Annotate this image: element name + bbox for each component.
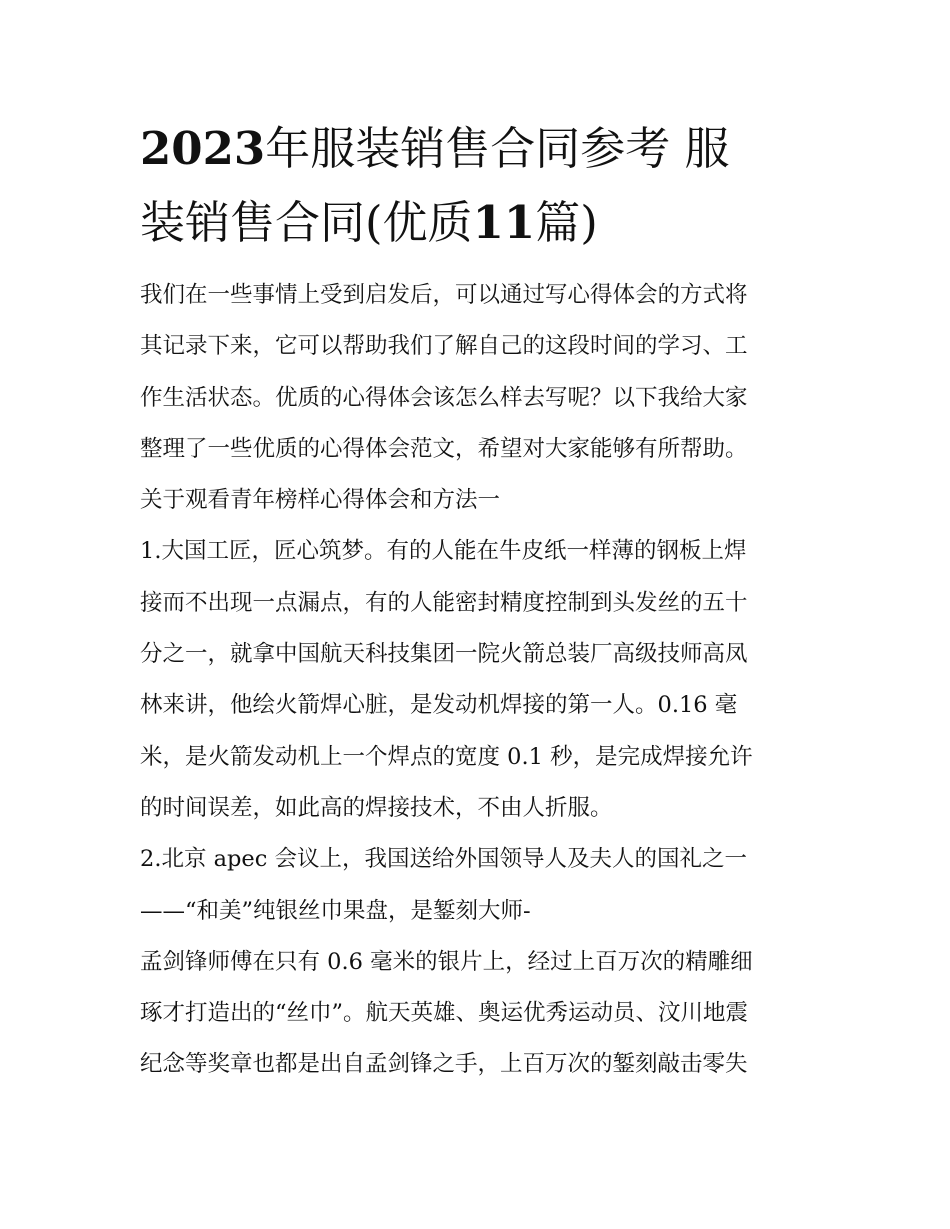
body-line: 1.大国工匠，匠心筑梦。有的人能在牛皮纸一样薄的钢板上焊 <box>140 538 747 565</box>
body-line: 我们在一些事情上受到启发后，可以通过写心得体会的方式将 <box>140 282 748 308</box>
title-count: 11 <box>472 196 536 249</box>
body-line: ——“和美”纯银丝巾果盘，是錾刻大师- <box>140 897 531 924</box>
body-line: 的时间误差，如此高的焊接技术，不由人折服。 <box>140 794 613 821</box>
document-body <box>140 270 812 1091</box>
title-year: 2023 <box>140 122 266 175</box>
body-line: 纪念等奖章也都是出自孟剑锋之手，上百万次的錾刻敲击零失 <box>140 1051 748 1078</box>
body-line: 接而不出现一点漏点，有的人能密封精度控制到头发丝的五十 <box>140 589 748 616</box>
document-title <box>140 112 812 260</box>
title-line-2 <box>140 186 812 260</box>
body-line: 琢才打造出的“丝巾”。航天英雄、奥运优秀运动员、汶川地震 <box>140 1000 749 1027</box>
body-line: 米，是火箭发动机上一个焊点的宽度 0.1 秒，是完成焊接允许 <box>140 743 753 770</box>
title-text-1: 年服装销售合同参考 服 <box>265 122 730 175</box>
section-heading: 关于观看青年榜样心得体会和方法一 <box>140 487 501 514</box>
document-page <box>140 112 812 1091</box>
body-line: 林来讲，他绘火箭焊心脏，是发动机焊接的第一人。0.16 毫 <box>140 692 738 719</box>
title-text-2: 装销售合同(优质 <box>140 196 473 249</box>
body-line: 2.北京 apec 会议上，我国送给外国领导人及夫人的国礼之一 <box>140 846 748 873</box>
title-line-1 <box>140 112 812 186</box>
title-text-3: 篇) <box>535 196 598 249</box>
body-line: 作生活状态。优质的心得体会该怎么样去写呢？以下我给大家 <box>140 384 748 411</box>
body-line: 其记录下来，它可以帮助我们了解自己的这段时间的学习、工 <box>140 333 748 360</box>
body-line: 孟剑锋师傅在只有 0.6 毫米的银片上，经过上百万次的精雕细 <box>140 948 753 975</box>
body-line: 整理了一些优质的心得体会范文，希望对大家能够有所帮助。 <box>140 435 748 462</box>
body-line: 分之一，就拿中国航天科技集团一院火箭总装厂高级技师高凤 <box>140 641 748 668</box>
